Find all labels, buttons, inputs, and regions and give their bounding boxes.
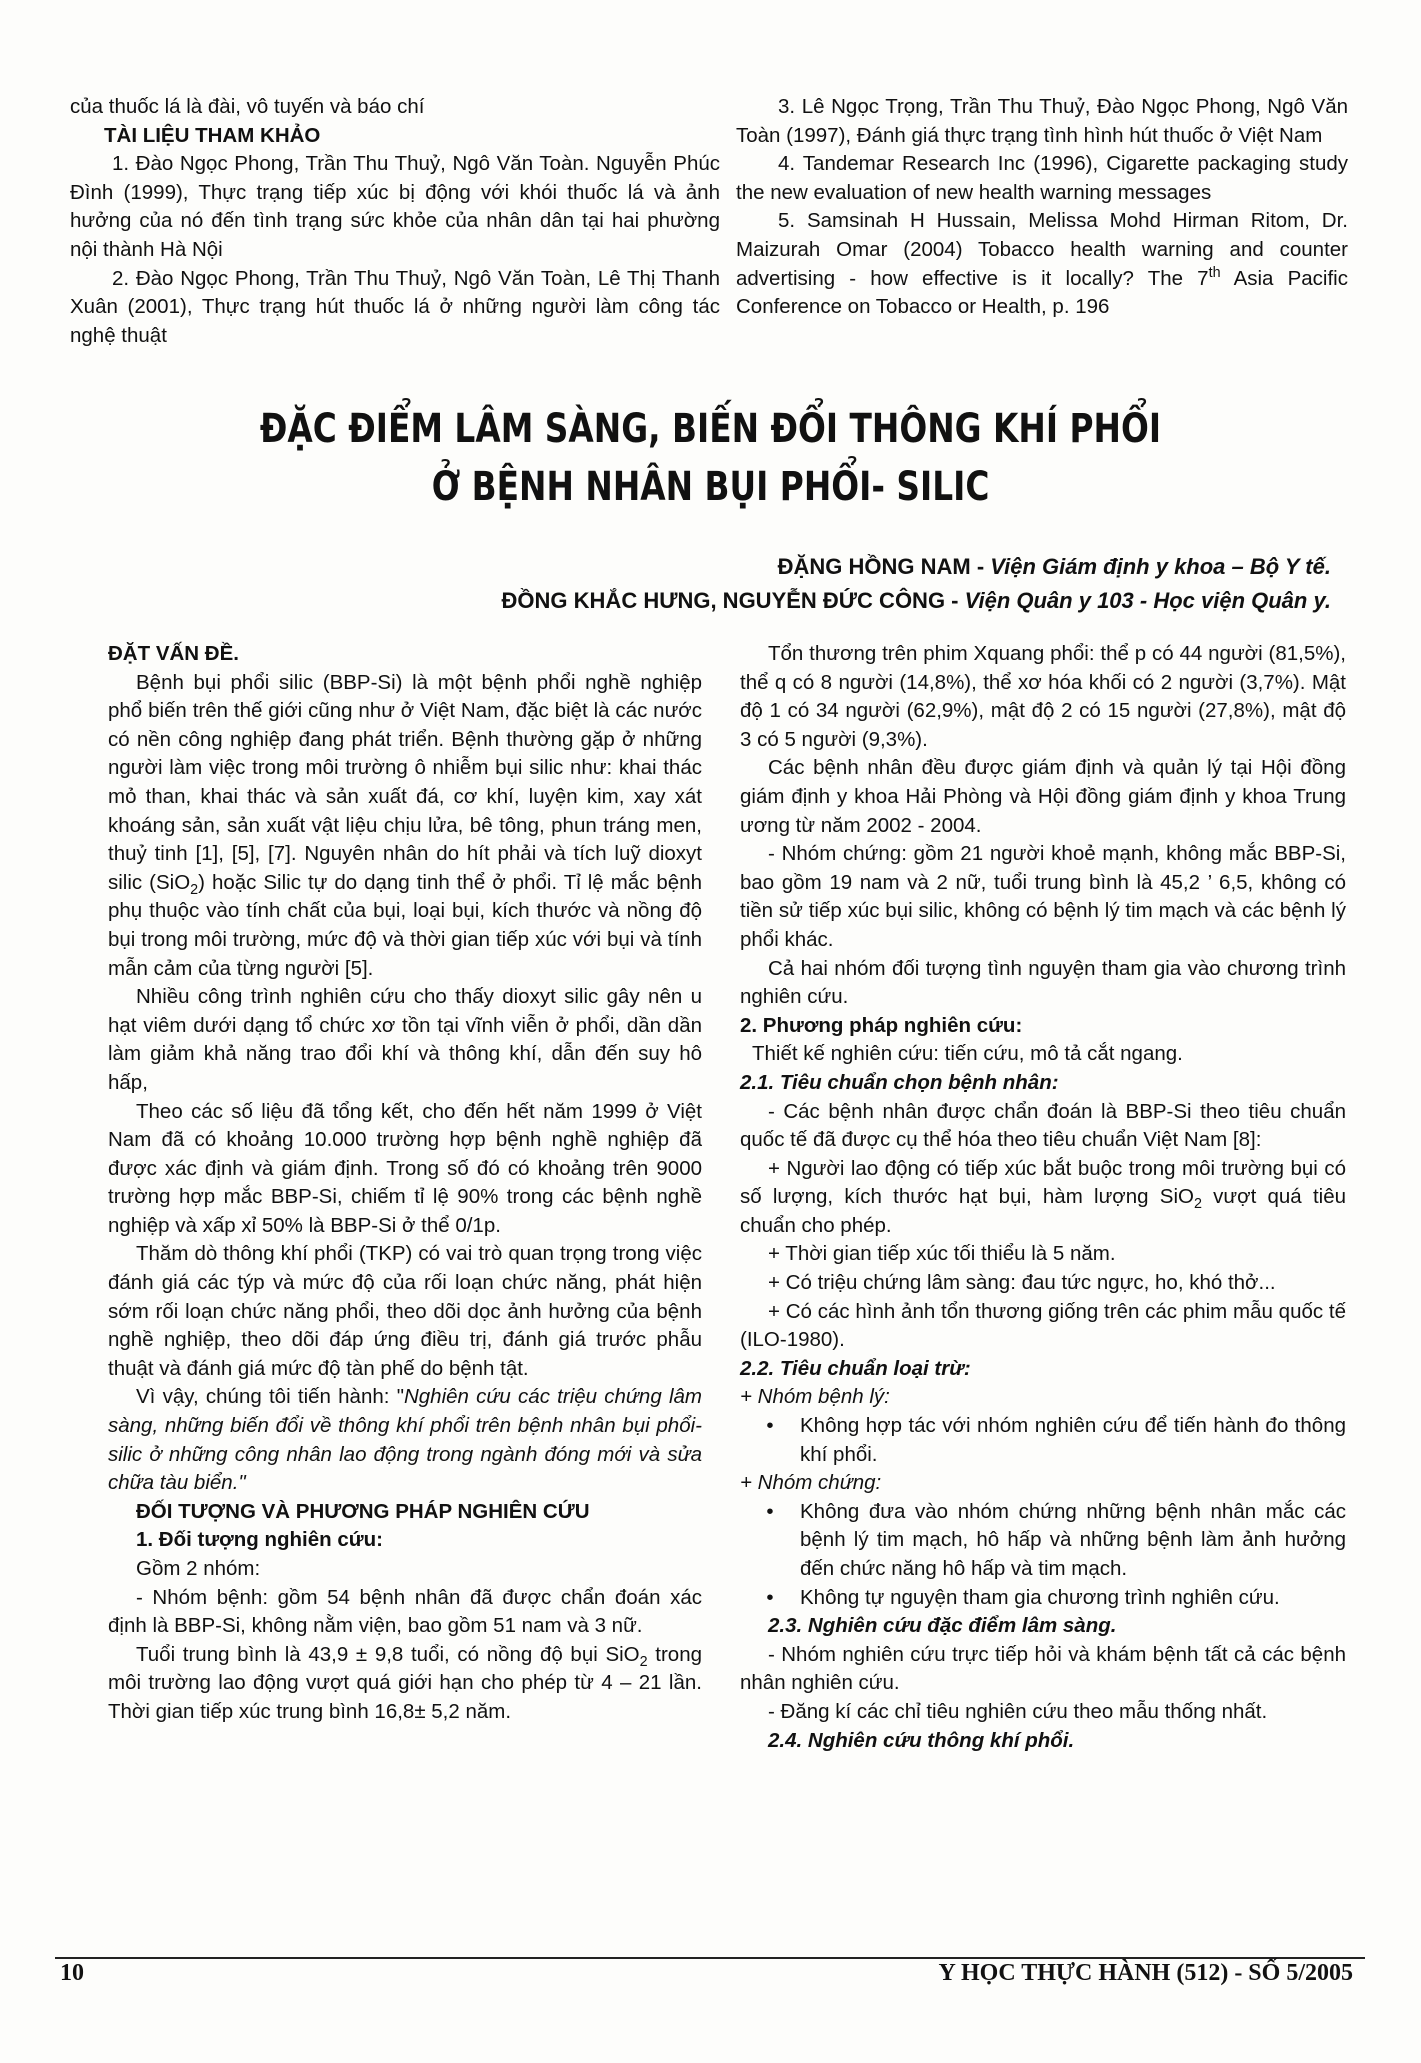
author-line-2 (231, 584, 1331, 618)
paragraph-groups: Gồm 2 nhóm: (136, 1557, 261, 1580)
paragraph-clinical-2: - Đăng kí các chỉ tiêu nghiên cứu theo mẫu thống nhất. (768, 1699, 1268, 1723)
paragraph-xray: Tổn thương trên phim Xquang phổi: thể p có 44 người (81,5%), thể q có 8 người (14,8%), thể xơ hóa khối có 2 người (3,7%). Mật độ 1 có 34 người (62,9%), mật độ 2 có 15 người (27,8%), mật độ 3 có 5 người (9,3%). (740, 642, 1346, 751)
exclusion-item-3: • Không tự nguyện tham gia chương trình nghiên cứu. (740, 1584, 1346, 1613)
reference-5-part1: 5. Samsinah H Hussain, Melissa Mohd Hirman Ritom, Dr. Maizurah Omar (2004) Tobacco health warning and counter advertising - how effective is it locally? The 7 (736, 209, 1348, 290)
exclusion-item-1: • Không hợp tác với nhóm nghiên cứu để tiến hành đo thông khí phổi. (740, 1412, 1346, 1469)
paragraph-volunteer: Cả hai nhóm đối tượng tình nguyện tham gia vào chương trình nghiên cứu. (740, 956, 1346, 1009)
reference-4: 4. Tandemar Research Inc (1996), Cigarette packaging study the new evaluation of new health warning messages (736, 152, 1348, 204)
subheading-subjects: 1. Đối tượng nghiên cứu: (136, 1528, 383, 1552)
references-heading: TÀI LIỆU THAM KHẢO (104, 123, 321, 147)
references-right-column (736, 93, 1348, 322)
bullet-icon: • (766, 1499, 774, 1523)
paragraph-intro-2: Nhiều công trình nghiên cứu cho thấy dioxyt silic gây nên u hạt viêm dưới dạng tổ chức xơ tồn tại vĩnh viễn ở phổi, dần dần làm giảm khả năng trao đổi khí và thông khí, dẫn đến suy hô hấp, (108, 985, 702, 1094)
author-1-name: ĐẶNG HỒNG NAM - (777, 554, 991, 579)
paragraph-patient-group: - Nhóm bệnh: gồm 54 bệnh nhân đã được chẩn đoán xác định là BBP-Si, không nằm viện, bao gồm 51 nam và 3 nữ. (108, 1585, 702, 1638)
reference-5-part2: Asia Pacific Conference on Tobacco or Health, p. 196 (736, 266, 1348, 319)
author-2-names: ĐỒNG KHẮC HƯNG, NGUYỄN ĐỨC CÔNG - (501, 588, 965, 613)
paragraph-intro-5: Vì vậy, chúng tôi tiến hành: "Nghiên cứu các triệu chứng lâm sàng, những biến đổi về thông khí phổi trên bệnh nhân bụi phổi- silic ở những công nhân lao động trong ngành đóng mới và sửa chữa tàu biển." (108, 1385, 702, 1495)
paragraph-intro-3: Theo các số liệu đã tổng kết, cho đến hết năm 1999 ở Việt Nam đã có khoảng 10.000 trường hợp bệnh nghề nghiệp đã được xác định và giám định. Trong số đó có khoảng trên 9000 trường hợp mắc BBP-Si, chiếm tỉ lệ 90% trong các bệnh nghề nghiệp và xấp xỉ 50% là BBP-Si ở thể 0/1p. (108, 1099, 702, 1237)
title-line-2: Ở BỆNH NHÂN BỤI PHỔI- SILIC (431, 464, 990, 510)
reference-5 (736, 207, 1348, 321)
label-control-group: + Nhóm chứng: (740, 1471, 882, 1495)
reference-1: 1. Đào Ngọc Phong, Trần Thu Thuỷ, Ngô Văn Toàn. Nguyễn Phúc Đình (1999), Thực trạng tiếp xúc bị động với khói thuốc lá và ảnh hưởng của nó đến tình trạng sức khỏe của nhân dân tại hai phường nội thành Hà Nội (70, 152, 720, 261)
paragraph-age-exposure: Tuổi trung bình là 43,9 ± 9,8 tuổi, có nồng độ bụi SiO$_2$ trong môi trường lao động vượt quá giới hạn cho phép từ 4 – 21 lần. Thời gian tiếp xúc trung bình 16,8± 5,2 năm. (108, 1642, 702, 1723)
exclusion-item-2: • Không đưa vào nhóm chứng những bệnh nhân mắc các bệnh lý tim mạch, hô hấp và những bệnh làm ảnh hưởng đến chức năng hô hấp và tim mạch. (740, 1498, 1346, 1584)
subheading-method: 2. Phương pháp nghiên cứu: (740, 1013, 1023, 1037)
authors-block (231, 550, 1331, 618)
section-heading-methods: ĐỐI TƯỢNG VÀ PHƯƠNG PHÁP NGHIÊN CỨU (136, 1499, 590, 1523)
paragraph-criteria-1: + Người lao động có tiếp xúc bắt buộc trong môi trường bụi có số lượng, kích thước hạt bụi, hàm lượng SiO$_2$ vượt quá tiêu chuẩn cho phép. (740, 1156, 1346, 1237)
author-2-affiliation: Viện Quân y 103 - Học viện Quân y. (964, 588, 1331, 613)
reference-5-superscript: th (1208, 264, 1221, 281)
bullet-icon: • (766, 1414, 774, 1438)
body-right-column (740, 640, 1346, 1755)
article-title (128, 400, 1293, 516)
paragraph-criteria-intro: - Các bệnh nhân được chẩn đoán là BBP-Si theo tiêu chuẩn quốc tế đã được cụ thể hóa theo tiêu chuẩn Việt Nam [8]: (740, 1099, 1346, 1152)
subheading-2-3: 2.3. Nghiên cứu đặc điểm lâm sàng. (768, 1614, 1117, 1638)
previous-article-tail: của thuốc lá là đài, vô tuyến và báo chí (70, 95, 425, 118)
journal-issue: Y HỌC THỰC HÀNH (512) - SỐ 5/2005 (938, 1960, 1353, 1986)
subheading-2-1: 2.1. Tiêu chuẩn chọn bệnh nhân: (740, 1070, 1059, 1094)
paragraph-criteria-4: + Có các hình ảnh tổn thương giống trên các phim mẫu quốc tế (ILO-1980). (740, 1299, 1346, 1352)
page-number: 10 (60, 1960, 84, 1986)
reference-2: 2. Đào Ngọc Phong, Trần Thu Thuỷ, Ngô Văn Toàn, Lê Thị Thanh Xuân (2001), Thực trạng hút thuốc lá ở những người làm công tác nghệ thuật (70, 266, 720, 347)
reference-3: 3. Lê Ngọc Trọng, Trần Thu Thuỷ, Đào Ngọc Phong, Ngô Văn Toàn (1997), Đánh giá thực trạng tình hình hút thuốc ở Việt Nam (736, 95, 1348, 147)
subheading-2-4: 2.4. Nghiên cứu thông khí phổi. (768, 1728, 1075, 1752)
paragraph-criteria-3: + Có triệu chứng lâm sàng: đau tức ngực, ho, khó thở... (768, 1271, 1276, 1295)
footer-divider (55, 1957, 1365, 1959)
bullet-icon: • (766, 1585, 774, 1609)
paragraph-clinical-1: - Nhóm nghiên cứu trực tiếp hỏi và khám bệnh tất cả các bệnh nhân nghiên cứu. (740, 1642, 1346, 1695)
paragraph-criteria-2: + Thời gian tiếp xúc tối thiểu là 5 năm. (768, 1242, 1116, 1266)
paragraph-assessment: Các bệnh nhân đều được giám định và quản lý tại Hội đồng giám định y khoa Hải Phòng và Hội đồng giám định y khoa Trung ương từ năm 2002 - 2004. (740, 756, 1346, 837)
references-left-column (70, 93, 720, 350)
author-1-affiliation: Viện Giám định y khoa – Bộ Y tế. (990, 554, 1331, 579)
paragraph-intro-1: Bệnh bụi phổi silic (BBP-Si) là một bệnh phổi nghề nghiệp phổ biến trên thế giới cũng như ở Việt Nam, đặc biệt là các nước có nền công nghiệp đang phát triển. Bệnh thường gặp ở những người làm việc trong môi trường ô nhiễm bụi silic như: khai thác mỏ than, khai thác và sản xuất đá, cơ khí, luyện kim, xay xát khoáng sản, sản xuất vật liệu chịu lửa, bê tông, phun tráng men, thuỷ tinh [1], [5], [7]. Nguyên nhân do hít phải và tích luỹ dioxyt silic (SiO$_2$) hoặc Silic tự do dạng tinh thể ở phổi. Tỉ lệ mắc bệnh phụ thuộc vào tính chất của bụi, loại bụi, kích thước và nồng độ bụi trong môi trường, mức độ và thời gian tiếp xúc với bụi và tính mẫn cảm của từng người [5]. (108, 670, 703, 980)
paragraph-design: Thiết kế nghiên cứu: tiến cứu, mô tả cắt ngang. (752, 1042, 1183, 1066)
title-line-1: ĐẶC ĐIỂM LÂM SÀNG, BIẾN ĐỔI THÔNG KHÍ PHỔI (259, 406, 1162, 452)
section-heading-intro: ĐẶT VẤN ĐỀ. (108, 642, 239, 665)
label-disease-group: + Nhóm bệnh lý: (740, 1385, 890, 1409)
paragraph-control-group: - Nhóm chứng: gồm 21 người khoẻ mạnh, không mắc BBP-Si, bao gồm 19 nam và 2 nữ, tuổi trung bình là 45,2 ’ 6,5, không có tiền sử tiếp xúc bụi silic, không có bệnh lý tim mạch và các bệnh lý phổi khác. (740, 842, 1346, 951)
paragraph-intro-4: Thăm dò thông khí phổi (TKP) có vai trò quan trọng trong việc đánh giá các týp và mức độ của rối loạn chức năng, phát hiện sớm rối loạn chức năng phổi, theo dõi dọc ảnh hưởng của bệnh nghề nghiệp, theo dõi đáp ứng điều trị, đánh giá trước phẫu thuật và đánh giá mức độ tàn phế do bệnh tật. (108, 1242, 702, 1380)
subheading-2-2: 2.2. Tiêu chuẩn loại trừ: (740, 1356, 971, 1380)
body-left-column (108, 640, 702, 1727)
author-line-1 (231, 550, 1331, 584)
